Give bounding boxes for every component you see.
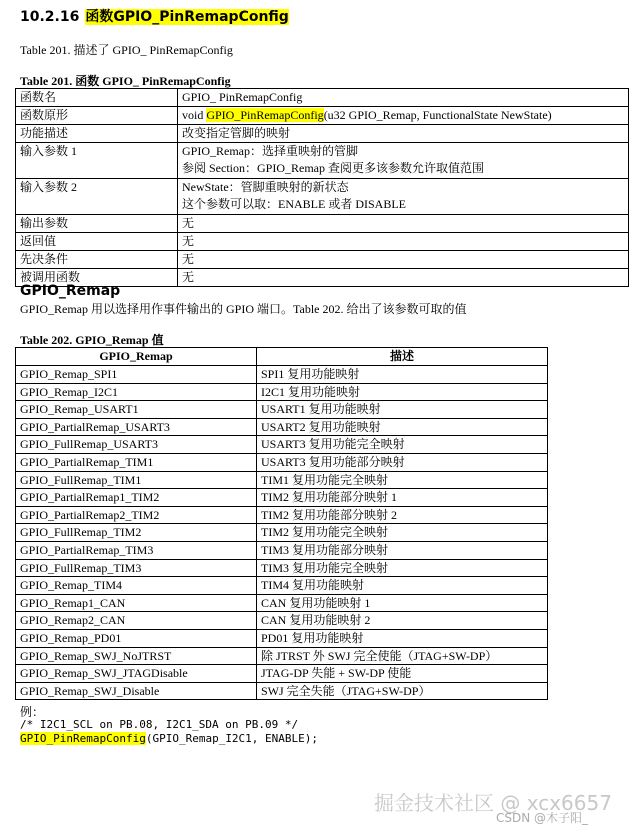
spec-value-line: 无 [182, 216, 195, 230]
spec-key: 函数原形 [16, 107, 178, 125]
remap-description: TIM3 复用功能完全映射 [257, 559, 548, 577]
param-section-title: GPIO_Remap [20, 283, 121, 299]
remap-constant: GPIO_Remap_SWJ_Disable [16, 682, 257, 700]
table2-header-remap: GPIO_Remap [16, 348, 257, 366]
spec-row [16, 107, 629, 125]
spec-key: 被调用函数 [16, 269, 178, 287]
remap-constant: GPIO_Remap_SWJ_NoJTRST [16, 647, 257, 665]
remap-description: USART3 复用功能完全映射 [257, 436, 548, 454]
remap-row [16, 629, 548, 647]
remap-constant: GPIO_PartialRemap2_TIM2 [16, 506, 257, 524]
spec-value [178, 269, 629, 287]
spec-key: 输入参数 1 [16, 143, 178, 179]
remap-row [16, 471, 548, 489]
spec-value [178, 233, 629, 251]
remap-row [16, 594, 548, 612]
spec-key: 输出参数 [16, 215, 178, 233]
example-label: 例： [20, 705, 45, 719]
remap-row [16, 524, 548, 542]
spec-value-line: GPIO_ PinRemapConfig [182, 90, 303, 104]
remap-description: USART3 复用功能部分映射 [257, 453, 548, 471]
spec-value [178, 89, 629, 107]
remap-description: USART2 复用功能映射 [257, 418, 548, 436]
spec-value [178, 215, 629, 233]
remap-constant: GPIO_PartialRemap_TIM1 [16, 453, 257, 471]
spec-row [16, 215, 629, 233]
remap-row [16, 489, 548, 507]
spec-value-line: 无 [182, 234, 195, 248]
remap-row [16, 541, 548, 559]
example-code [20, 718, 318, 746]
remap-description: TIM4 复用功能映射 [257, 577, 548, 595]
remap-row [16, 506, 548, 524]
spec-key: 函数名 [16, 89, 178, 107]
remap-constant: GPIO_FullRemap_TIM2 [16, 524, 257, 542]
table2-header-description: 描述 [257, 348, 548, 366]
heading-number: 10.2.16 [20, 9, 80, 25]
spec-value [178, 179, 629, 215]
remap-constant: GPIO_PartialRemap1_TIM2 [16, 489, 257, 507]
table2-caption: Table 202. GPIO_Remap 值 [20, 333, 164, 347]
table2-header-row [16, 348, 548, 366]
remap-row [16, 682, 548, 700]
remap-description: JTAG-DP 失能 + SW-DP 使能 [257, 665, 548, 683]
remap-constant: GPIO_FullRemap_TIM1 [16, 471, 257, 489]
remap-constant: GPIO_Remap_SWJ_JTAGDisable [16, 665, 257, 683]
code-comment: /* I2C1_SCL on PB.08, I2C1_SDA on PB.09 */ [20, 718, 299, 731]
watermark-csdn: CSDN @木子阳_ [496, 811, 589, 825]
remap-constant: GPIO_PartialRemap_USART3 [16, 418, 257, 436]
prototype-prefix: void [182, 108, 207, 122]
remap-row [16, 401, 548, 419]
spec-key: 输入参数 2 [16, 179, 178, 215]
function-spec-table [15, 88, 629, 287]
code-function-call: GPIO_PinRemapConfig [20, 732, 146, 745]
remap-constant: GPIO_Remap_TIM4 [16, 577, 257, 595]
spec-value [178, 125, 629, 143]
remap-description: CAN 复用功能映射 2 [257, 612, 548, 630]
remap-constant: GPIO_Remap2_CAN [16, 612, 257, 630]
param-section-description: GPIO_Remap 用以选择用作事件输出的 GPIO 端口。Table 202. 给出了该参数可取的值 [20, 302, 467, 316]
remap-description: TIM2 复用功能部分映射 2 [257, 506, 548, 524]
remap-description: USART1 复用功能映射 [257, 401, 548, 419]
remap-description: 除 JTRST 外 SWJ 完全使能（JTAG+SW-DP） [257, 647, 548, 665]
remap-row [16, 436, 548, 454]
remap-constant: GPIO_Remap_SPI1 [16, 366, 257, 384]
remap-description: TIM2 复用功能部分映射 1 [257, 489, 548, 507]
remap-row [16, 366, 548, 384]
spec-key: 返回值 [16, 233, 178, 251]
remap-row [16, 559, 548, 577]
remap-description: TIM2 复用功能完全映射 [257, 524, 548, 542]
remap-row [16, 383, 548, 401]
spec-value-line: 参阅 Section：GPIO_Remap 查阅更多该参数允许取值范围 [182, 161, 484, 175]
remap-constant: GPIO_PartialRemap_TIM3 [16, 541, 257, 559]
remap-description: SWJ 完全失能（JTAG+SW-DP） [257, 682, 548, 700]
remap-row [16, 665, 548, 683]
remap-row [16, 577, 548, 595]
spec-row [16, 143, 629, 179]
spec-row [16, 179, 629, 215]
remap-description: PD01 复用功能映射 [257, 629, 548, 647]
remap-description: SPI1 复用功能映射 [257, 366, 548, 384]
remap-row [16, 612, 548, 630]
remap-constant: GPIO_FullRemap_USART3 [16, 436, 257, 454]
remap-constant: GPIO_Remap_PD01 [16, 629, 257, 647]
remap-values-table [15, 347, 548, 700]
spec-value [178, 143, 629, 179]
section-heading [20, 6, 289, 26]
remap-description: CAN 复用功能映射 1 [257, 594, 548, 612]
remap-constant: GPIO_Remap_I2C1 [16, 383, 257, 401]
watermark-juejin: 掘金技术社区 @ xcx6657 [374, 791, 612, 815]
remap-constant: GPIO_Remap_USART1 [16, 401, 257, 419]
remap-constant: GPIO_FullRemap_TIM3 [16, 559, 257, 577]
spec-key: 功能描述 [16, 125, 178, 143]
spec-value-line: GPIO_Remap：选择重映射的管脚 [182, 144, 358, 158]
spec-row [16, 251, 629, 269]
spec-value [178, 107, 629, 125]
spec-row [16, 89, 629, 107]
prototype-function-name: GPIO_PinRemapConfig [206, 108, 324, 122]
remap-description: TIM3 复用功能部分映射 [257, 541, 548, 559]
spec-value-line: 改变指定管脚的映射 [182, 126, 291, 140]
remap-description: I2C1 复用功能映射 [257, 383, 548, 401]
code-call-args: (GPIO_Remap_I2C1, ENABLE); [145, 732, 319, 745]
prototype-params: (u32 GPIO_Remap, FunctionalState NewState) [323, 108, 552, 122]
spec-value-line: 无 [182, 270, 195, 284]
spec-key: 先决条件 [16, 251, 178, 269]
heading-prefix: 函数 [85, 9, 114, 25]
spec-value-line: 这个参数可以取：ENABLE 或者 DISABLE [182, 197, 406, 211]
remap-row [16, 418, 548, 436]
spec-value-line: NewState：管脚重映射的新状态 [182, 180, 349, 194]
remap-constant: GPIO_Remap1_CAN [16, 594, 257, 612]
spec-value [178, 251, 629, 269]
intro-text: Table 201. 描述了 GPIO_ PinRemapConfig [20, 43, 233, 57]
spec-value-line: 无 [182, 252, 195, 266]
table1-caption: Table 201. 函数 GPIO_ PinRemapConfig [20, 74, 231, 88]
heading-function-name: GPIO_PinRemapConfig [113, 9, 289, 25]
remap-description: TIM1 复用功能完全映射 [257, 471, 548, 489]
spec-row [16, 125, 629, 143]
remap-row [16, 453, 548, 471]
spec-row [16, 233, 629, 251]
remap-row [16, 647, 548, 665]
